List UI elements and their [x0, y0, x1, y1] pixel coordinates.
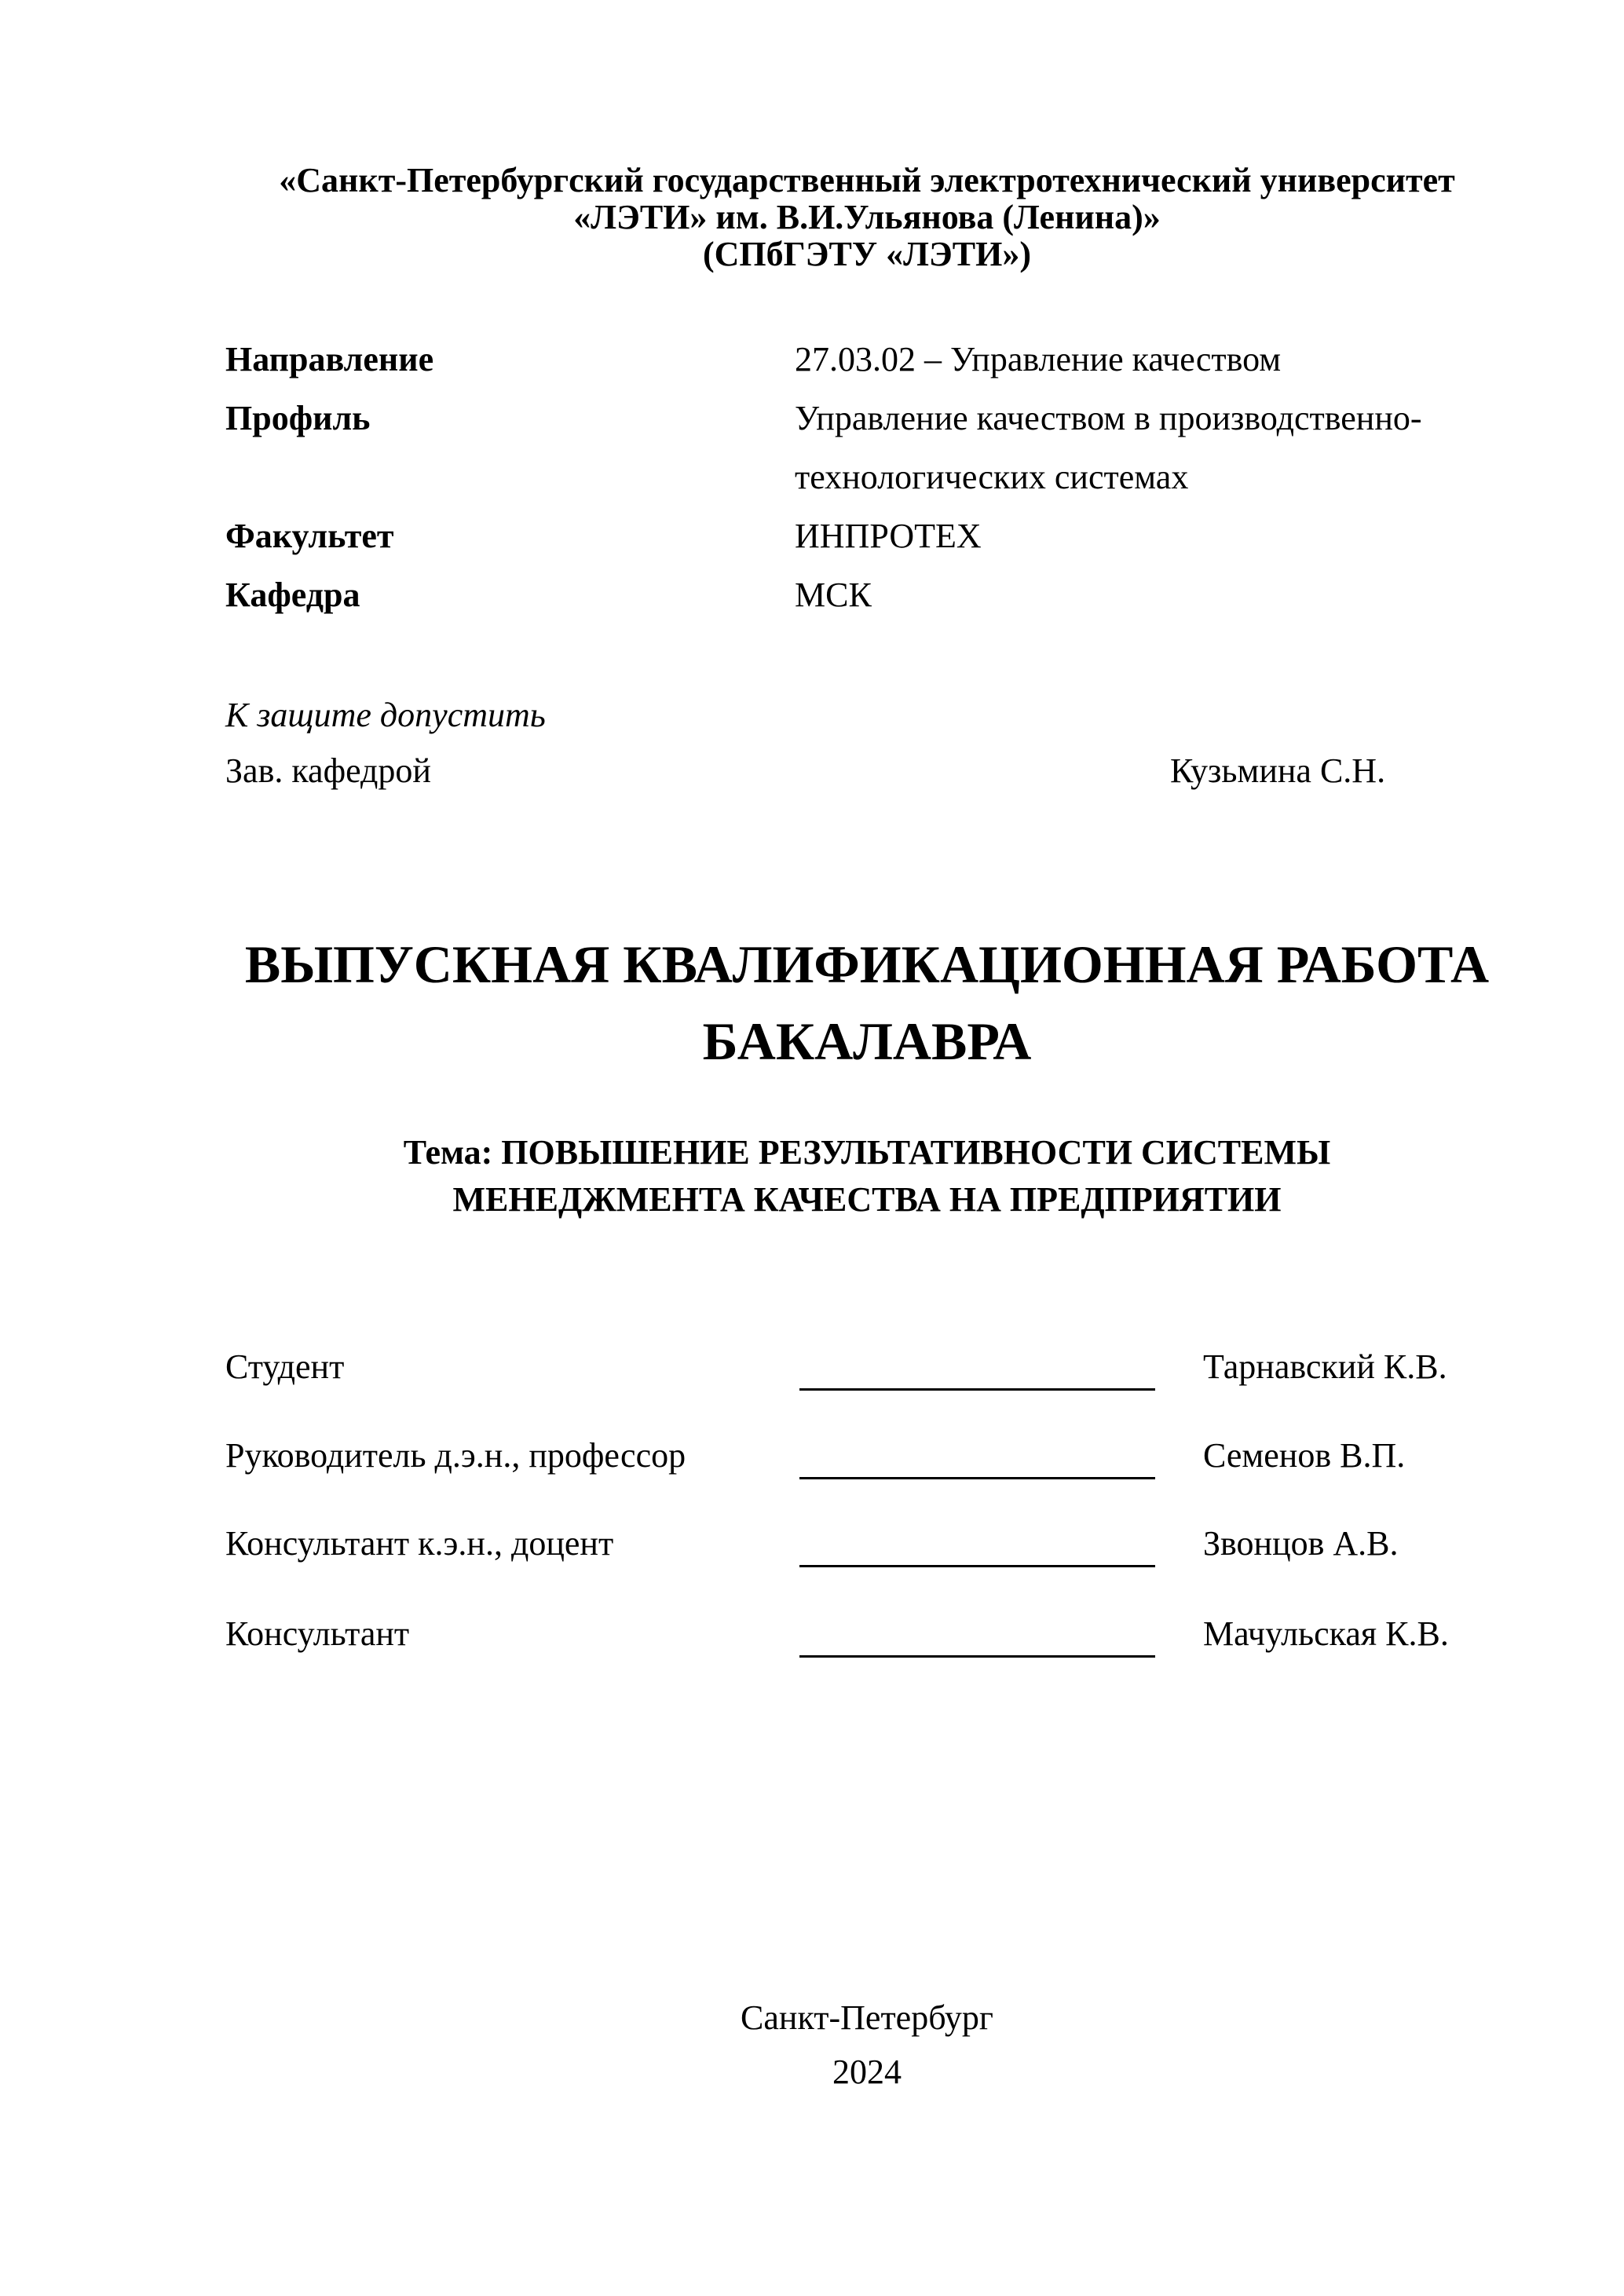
signature-role: Консультант к.э.н., доцент — [225, 1524, 614, 1563]
signature-name: Мачульская К.В. — [1203, 1614, 1449, 1653]
signature-name: Семенов В.П. — [1203, 1436, 1406, 1475]
footer-year: 2024 — [832, 2053, 902, 2091]
admission-head-label: Зав. кафедрой — [225, 751, 431, 790]
signature-role: Студент — [225, 1347, 345, 1386]
admission-head-name: Кузьмина С.Н. — [1170, 751, 1386, 790]
university-header-line-3: (СПбГЭТУ «ЛЭТИ») — [703, 235, 1031, 273]
programme-info-block — [225, 330, 1509, 624]
info-value-profile-line-2: технологических системах — [795, 458, 1189, 496]
footer-city: Санкт-Петербург — [741, 1998, 993, 2037]
theme-title — [225, 1129, 1509, 1223]
signature-row-consultant-1 — [225, 1523, 1509, 1571]
signature-line — [799, 1655, 1155, 1658]
info-label-faculty: Факультет — [225, 517, 394, 555]
info-value-direction: 27.03.02 – Управление качеством — [795, 340, 1282, 378]
signature-line — [799, 1477, 1155, 1479]
signature-role: Консультант — [225, 1614, 410, 1653]
university-header — [225, 162, 1509, 272]
info-label-direction: Направление — [225, 340, 434, 378]
signature-role: Руководитель д.э.н., профессор — [225, 1436, 686, 1475]
info-label-profile: Профиль — [225, 399, 371, 437]
main-title-line-2: БАКАЛАВРА — [702, 1011, 1032, 1071]
theme-line-1: Тема: ПОВЫШЕНИЕ РЕЗУЛЬТАТИВНОСТИ СИСТЕМЫ — [403, 1133, 1331, 1172]
signature-name: Звонцов А.В. — [1203, 1524, 1399, 1563]
signature-row-consultant-2 — [225, 1613, 1509, 1662]
info-value-profile-line-1: Управление качеством в производственно- — [795, 399, 1422, 437]
admission-permit-line: К защите допустить — [225, 696, 546, 734]
signature-row-student — [225, 1346, 1509, 1395]
info-value-department: МСК — [795, 576, 872, 614]
info-label-department: Кафедра — [225, 576, 360, 614]
signature-name: Тарнавский К.В. — [1203, 1347, 1447, 1386]
main-title — [225, 926, 1509, 1080]
main-title-line-1: ВЫПУСКНАЯ КВАЛИФИКАЦИОННАЯ РАБОТА — [244, 934, 1490, 994]
university-header-line-2: «ЛЭТИ» им. В.И.Ульянова (Ленина)» — [573, 198, 1161, 236]
info-value-faculty: ИНПРОТЕХ — [795, 517, 982, 555]
university-header-line-1: «Санкт-Петербургский государственный электротехнический университет — [279, 161, 1455, 199]
info-label-spacer — [225, 448, 795, 506]
signature-line — [799, 1565, 1155, 1567]
signature-row-supervisor — [225, 1435, 1509, 1483]
signature-line — [799, 1388, 1155, 1391]
footer — [225, 1991, 1509, 2099]
admission-head-row — [225, 750, 1509, 792]
theme-line-2: МЕНЕДЖМЕНТА КАЧЕСТВА НА ПРЕДПРИЯТИИ — [452, 1180, 1282, 1219]
